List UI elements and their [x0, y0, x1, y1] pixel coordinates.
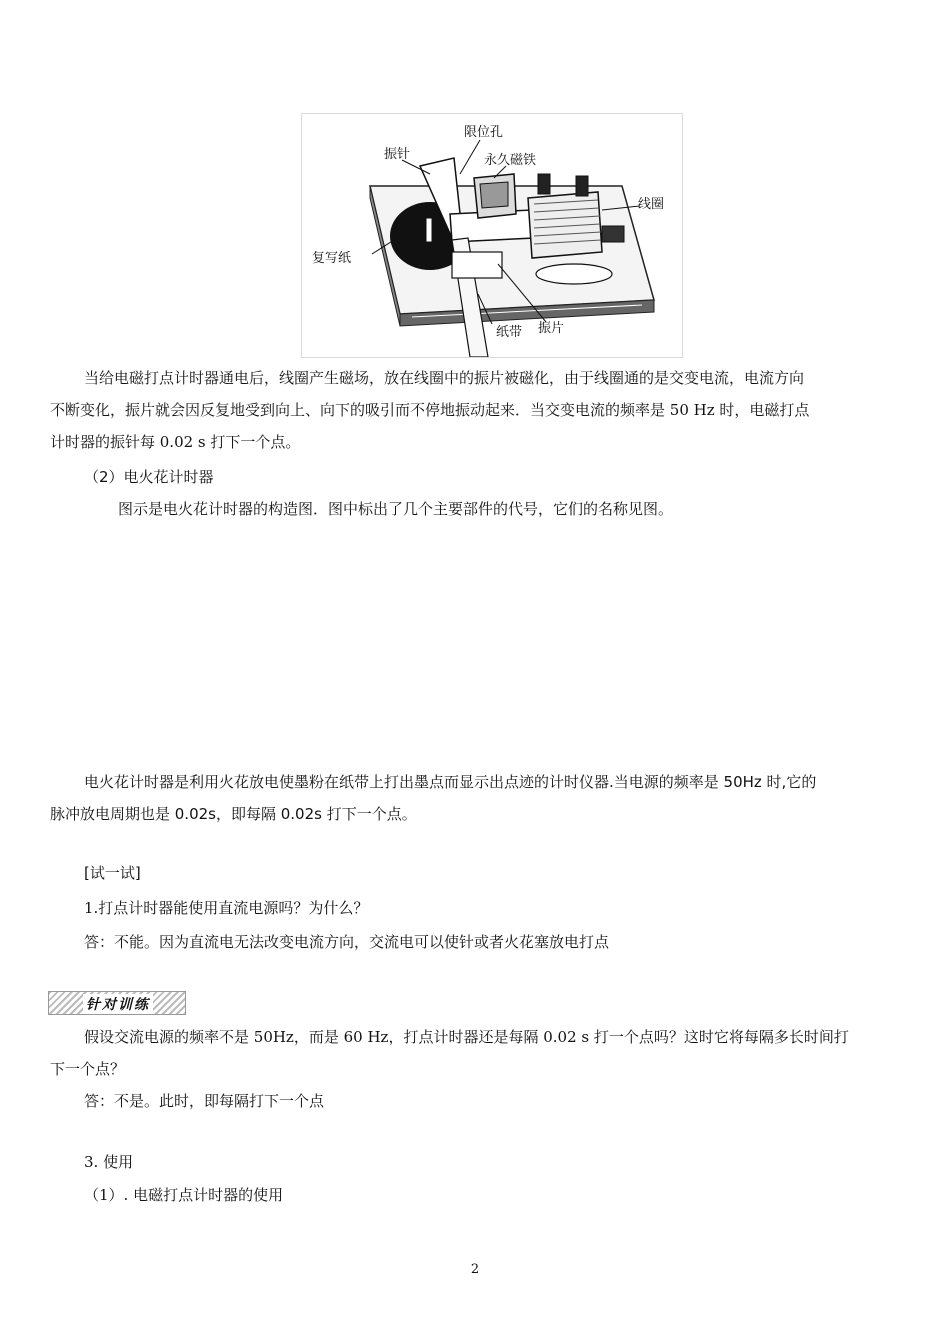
terminal-right	[576, 176, 588, 196]
label-carbon-paper: 复写纸	[312, 251, 352, 266]
disc-slot	[426, 218, 432, 242]
question-1: 1.打点计时器能使用直流电源吗？为什么？	[84, 899, 369, 917]
label-coil: 线圈	[638, 197, 665, 212]
timer-diagram	[302, 114, 682, 357]
label-needle: 振针	[384, 147, 411, 162]
section-3-title: 3. 使用	[84, 1153, 134, 1171]
label-tape: 纸带	[496, 325, 523, 340]
training-answer: 答：不是。此时，即每隔打下一个点	[84, 1092, 325, 1110]
label-vibrator: 振片	[538, 321, 565, 336]
coil-end	[602, 226, 624, 242]
heading-spark-timer: （2）电火花计时器	[84, 468, 214, 486]
terminal-left	[538, 174, 550, 194]
answer-1: 答：不能。因为直流电无法改变电流方向，交流电可以使针或者火花塞放电打点	[84, 933, 610, 951]
para1-line1: 当给电磁打点计时器通电后，线圈产生磁场，放在线圈中的振片被磁化，由于线圈通的是交变电流，电流方向	[84, 369, 805, 387]
training-line2: 下一个点？	[50, 1060, 126, 1078]
limit-hole-block	[452, 252, 502, 278]
training-line1: 假设交流电源的频率不是 50Hz，而是 60 Hz，打点计时器还是每隔 0.02 s 打一个点吗？这时它将每隔多长时间打	[84, 1028, 849, 1046]
spark-line1: 电火花计时器是利用火花放电使墨粉在纸带上打出墨点而显示出点迹的计时仪器.当电源的频率是 50Hz 时,它的	[84, 773, 817, 791]
page-number: 2	[470, 1262, 480, 1277]
badge-label: 针对训练	[83, 994, 153, 1014]
training-badge	[48, 991, 186, 1015]
subsection-1-title: （1）. 电磁打点计时器的使用	[84, 1186, 284, 1204]
para1-line3: 计时器的振针每 0.02 s 打下一个点。	[50, 433, 301, 451]
electromagnetic-timer-figure	[301, 113, 683, 358]
label-limit-hole: 限位孔	[464, 125, 504, 140]
spark-line2: 脉冲放电周期也是 0.02s，即每隔 0.02s 打下一个点。	[50, 805, 417, 823]
spark-intro: 图示是电火花计时器的构造图．图中标出了几个主要部件的代号，它们的名称见图。	[118, 500, 674, 518]
label-magnet: 永久磁铁	[484, 153, 537, 168]
try-heading: [试一试]	[84, 864, 141, 882]
para1-line2: 不断变化，振片就会因反复地受到向上、向下的吸引而不停地振动起来．当交变电流的频率是 50 Hz 时，电磁打点	[50, 401, 810, 419]
magnet-core	[480, 182, 508, 208]
nameplate	[536, 264, 612, 284]
